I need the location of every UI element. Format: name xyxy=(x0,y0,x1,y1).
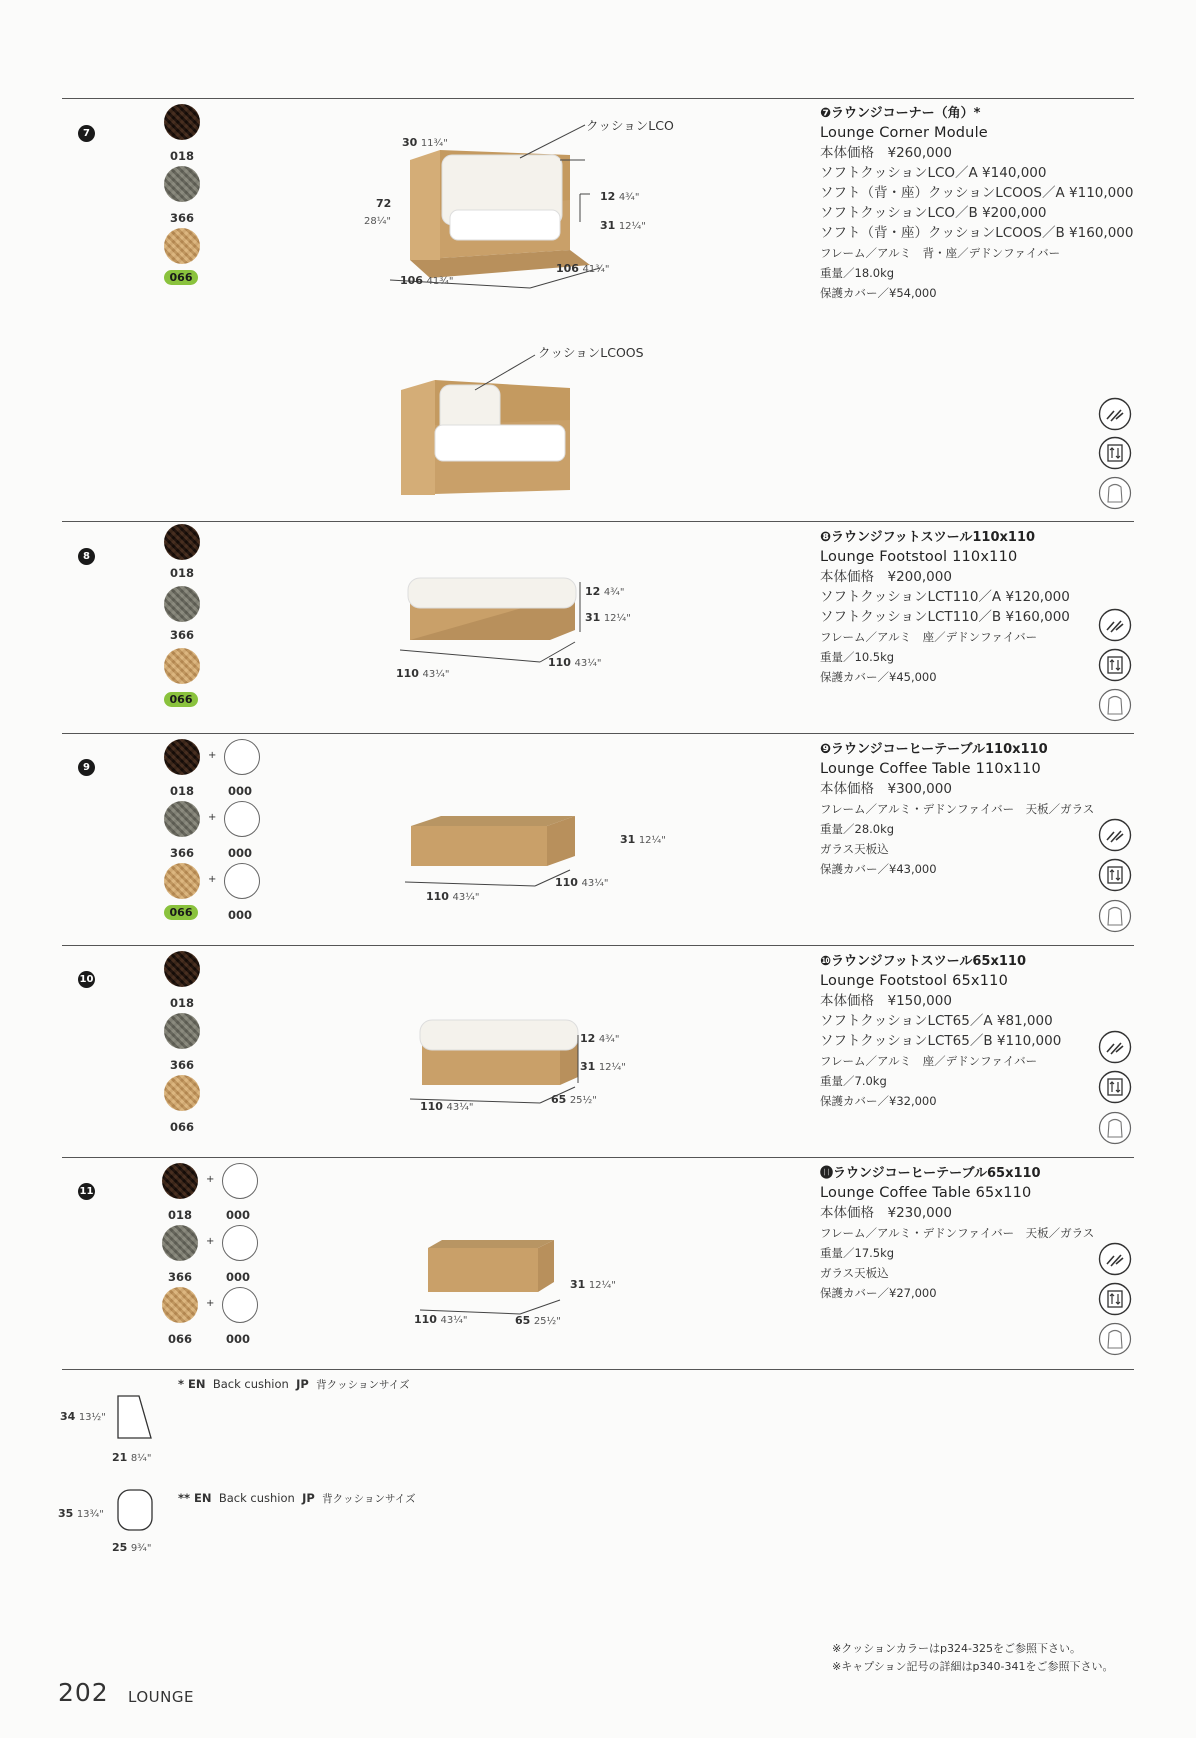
adjustable-icon xyxy=(1098,436,1132,470)
swatch-066 xyxy=(162,1287,198,1323)
spec-line: フレーム／アルミ 座／デドンファイバー xyxy=(820,1054,1038,1068)
swatch-366 xyxy=(164,1013,200,1049)
spec-line: 保護カバー／¥45,000 xyxy=(820,670,937,684)
swatch-000 xyxy=(222,1163,258,1199)
price-line: ソフトクッションLCT110／A ¥120,000 xyxy=(820,589,1070,605)
dim-seat-height: 31 12¼" xyxy=(600,219,646,232)
swatch-code: 000 xyxy=(225,1332,250,1346)
dim-width: 110 43¼" xyxy=(414,1313,468,1326)
swatch-000 xyxy=(222,1225,258,1261)
spec-line: 保護カバー／¥43,000 xyxy=(820,862,937,876)
title-jp: ❽ラウンジフットスツール110x110 xyxy=(820,530,1036,545)
title-en: Lounge Coffee Table 65x110 xyxy=(820,1185,1032,1201)
cover-icon xyxy=(1098,1111,1132,1145)
product-info xyxy=(820,952,1061,1111)
swatch-code: 366 xyxy=(169,211,194,225)
swatch-code: 366 xyxy=(169,846,194,860)
dim-cushion-top: 12 4¾" xyxy=(585,585,625,598)
cushion-label: クッションLCO xyxy=(586,118,674,133)
swatch-366 xyxy=(164,586,200,622)
dim-height: 31 12¼" xyxy=(620,833,666,846)
swatch-066 xyxy=(164,228,200,264)
swatch-code: 066 xyxy=(167,1332,192,1346)
section-divider xyxy=(62,98,1134,99)
title-en: Lounge Corner Module xyxy=(820,125,988,141)
price-line: 本体価格 ¥200,000 xyxy=(820,569,952,585)
note2-width: 25 9¾" xyxy=(112,1541,152,1554)
swatch-000 xyxy=(224,801,260,837)
swatch-code: 018 xyxy=(169,566,194,580)
swatch-code-highlight: 066 xyxy=(164,270,198,285)
swatch-366 xyxy=(162,1225,198,1261)
price-line: ソフトクッションLCT65／A ¥81,000 xyxy=(820,1013,1053,1029)
note2-caption: ** EN Back cushion JP 背クッションサイズ xyxy=(178,1491,416,1505)
spec-line: ガラス天板込 xyxy=(820,1266,889,1280)
swatch-018 xyxy=(164,104,200,140)
swatch-code: 366 xyxy=(169,1058,194,1072)
swatch-code-highlight: 066 xyxy=(164,692,198,707)
stackable-icon xyxy=(1098,1242,1132,1276)
item-number: 7 xyxy=(78,125,95,142)
plus-sign: + xyxy=(208,750,217,761)
spec-line: フレーム／アルミ・デドンファイバー 天板／ガラス xyxy=(820,1226,1095,1240)
note2-height: 35 13¾" xyxy=(58,1507,104,1520)
back-cushion-shape-2 xyxy=(113,1484,163,1544)
adjustable-icon xyxy=(1098,1282,1132,1316)
corner-module-alt-image xyxy=(395,340,635,500)
swatch-018 xyxy=(162,1163,198,1199)
note1-width: 21 8¼" xyxy=(112,1451,152,1464)
section-divider xyxy=(62,1369,1134,1370)
section-divider xyxy=(62,1157,1134,1158)
footnote-1: ※クッションカラーはp324-325をご参照下さい。 xyxy=(832,1642,1081,1655)
spec-line: ガラス天板込 xyxy=(820,842,889,856)
swatch-code: 000 xyxy=(227,784,252,798)
swatch-code: 018 xyxy=(169,996,194,1010)
item-number: 8 xyxy=(78,548,95,565)
swatch-000 xyxy=(224,739,260,775)
spec-line: 重量／18.0kg xyxy=(820,266,895,280)
spec-line: 重量／28.0kg xyxy=(820,822,895,836)
cover-icon xyxy=(1098,476,1132,510)
back-cushion-shape-1 xyxy=(113,1390,163,1450)
dim-width: 110 43¼" xyxy=(426,890,480,903)
dim-seat-height: 31 12¼" xyxy=(580,1060,626,1073)
spec-line: フレーム／アルミ 背・座／デドンファイバー xyxy=(820,246,1061,260)
price-line: ソフト（背・座）クッションLCOOS／A ¥110,000 xyxy=(820,185,1134,201)
cover-icon xyxy=(1098,1322,1132,1356)
section-divider xyxy=(62,945,1134,946)
spec-line: 重量／17.5kg xyxy=(820,1246,895,1260)
spec-line: 保護カバー／¥54,000 xyxy=(820,286,937,300)
footnote-2: ※キャプション記号の詳細はp340-341をご参照下さい。 xyxy=(832,1660,1114,1673)
dim-height: 31 12¼" xyxy=(570,1278,616,1291)
dim-arm: 30 11¾" xyxy=(402,136,448,149)
dim-height-in: 28¼" xyxy=(364,216,392,227)
dim-depth: 65 25½" xyxy=(515,1314,561,1327)
swatch-code: 000 xyxy=(225,1208,250,1222)
plus-sign: + xyxy=(208,874,217,885)
title-en: Lounge Footstool 65x110 xyxy=(820,973,1008,989)
cushion-label: クッションLCOOS xyxy=(538,345,644,360)
dim-depth: 65 25½" xyxy=(551,1093,597,1106)
title-jp: ❾ラウンジコーヒーテーブル110x110 xyxy=(820,742,1048,757)
swatch-code: 366 xyxy=(167,1270,192,1284)
swatch-code: 366 xyxy=(169,628,194,642)
dim-cushion-top: 12 4¾" xyxy=(600,190,640,203)
section-divider xyxy=(62,733,1134,734)
title-en: Lounge Footstool 110x110 xyxy=(820,549,1018,565)
product-info xyxy=(820,104,1133,303)
product-info xyxy=(820,528,1070,687)
plus-sign: + xyxy=(206,1298,215,1309)
spec-line: フレーム／アルミ 座／デドンファイバー xyxy=(820,630,1038,644)
page-number: 202 xyxy=(58,1678,109,1707)
price-line: ソフト（背・座）クッションLCOOS／B ¥160,000 xyxy=(820,225,1134,241)
item-number: 10 xyxy=(78,971,95,988)
swatch-000 xyxy=(224,863,260,899)
stackable-icon xyxy=(1098,397,1132,431)
plus-sign: + xyxy=(208,812,217,823)
swatch-code: 066 xyxy=(169,1120,194,1134)
section-title: LOUNGE xyxy=(128,1688,194,1706)
price-line: 本体価格 ¥300,000 xyxy=(820,781,952,797)
note1-height: 34 13½" xyxy=(60,1410,106,1423)
swatch-366 xyxy=(164,801,200,837)
section-divider xyxy=(62,521,1134,522)
swatch-code: 018 xyxy=(169,784,194,798)
price-line: 本体価格 ¥230,000 xyxy=(820,1205,952,1221)
price-line: ソフトクッションLCT65／B ¥110,000 xyxy=(820,1033,1062,1049)
title-jp: ❼ラウンジコーナー（角）* xyxy=(820,106,981,121)
dim-depth: 110 43¼" xyxy=(548,656,602,669)
swatch-018 xyxy=(164,739,200,775)
swatch-018 xyxy=(164,951,200,987)
stackable-icon xyxy=(1098,1030,1132,1064)
swatch-366 xyxy=(164,166,200,202)
swatch-code: 000 xyxy=(227,908,252,922)
stackable-icon xyxy=(1098,818,1132,852)
swatch-code: 000 xyxy=(225,1270,250,1284)
dim-height: 72 xyxy=(376,197,392,210)
dim-width: 106 41¾" xyxy=(400,274,454,287)
dim-cushion-top: 12 4¾" xyxy=(580,1032,620,1045)
adjustable-icon xyxy=(1098,648,1132,682)
item-number: 11 xyxy=(78,1183,95,1200)
dim-width: 110 43¼" xyxy=(396,667,450,680)
swatch-code: 018 xyxy=(167,1208,192,1222)
spec-line: 重量／7.0kg xyxy=(820,1074,887,1088)
title-en: Lounge Coffee Table 110x110 xyxy=(820,761,1041,777)
note1-caption: * EN Back cushion JP 背クッションサイズ xyxy=(178,1377,410,1391)
title-jp: ⓫ラウンジコーヒーテーブル65x110 xyxy=(820,1166,1041,1181)
item-number: 9 xyxy=(78,759,95,776)
adjustable-icon xyxy=(1098,858,1132,892)
spec-line: 保護カバー／¥32,000 xyxy=(820,1094,937,1108)
price-line: ソフトクッションLCT110／B ¥160,000 xyxy=(820,609,1070,625)
plus-sign: + xyxy=(206,1236,215,1247)
cover-icon xyxy=(1098,899,1132,933)
price-line: ソフトクッションLCO／A ¥140,000 xyxy=(820,165,1047,181)
plus-sign: + xyxy=(206,1174,215,1185)
swatch-066 xyxy=(164,1075,200,1111)
spec-line: フレーム／アルミ・デドンファイバー 天板／ガラス xyxy=(820,802,1095,816)
swatch-code: 000 xyxy=(227,846,252,860)
cover-icon xyxy=(1098,688,1132,722)
swatch-066 xyxy=(164,648,200,684)
dim-depth: 110 43¼" xyxy=(555,876,609,889)
price-line: 本体価格 ¥150,000 xyxy=(820,993,952,1009)
title-jp: ❿ラウンジフットスツール65x110 xyxy=(820,954,1026,969)
spec-line: 重量／10.5kg xyxy=(820,650,895,664)
adjustable-icon xyxy=(1098,1070,1132,1104)
swatch-code-highlight: 066 xyxy=(164,905,198,920)
product-info xyxy=(820,1164,1094,1303)
price-line: 本体価格 ¥260,000 xyxy=(820,145,952,161)
price-line: ソフトクッションLCO／B ¥200,000 xyxy=(820,205,1047,221)
swatch-018 xyxy=(164,524,200,560)
product-info xyxy=(820,740,1094,879)
dim-seat-height: 31 12¼" xyxy=(585,611,631,624)
swatch-code: 018 xyxy=(169,149,194,163)
swatch-000 xyxy=(222,1287,258,1323)
swatch-066 xyxy=(164,863,200,899)
stackable-icon xyxy=(1098,608,1132,642)
dim-width: 110 43¼" xyxy=(420,1100,474,1113)
dim-depth: 106 41¾" xyxy=(556,262,610,275)
spec-line: 保護カバー／¥27,000 xyxy=(820,1286,937,1300)
